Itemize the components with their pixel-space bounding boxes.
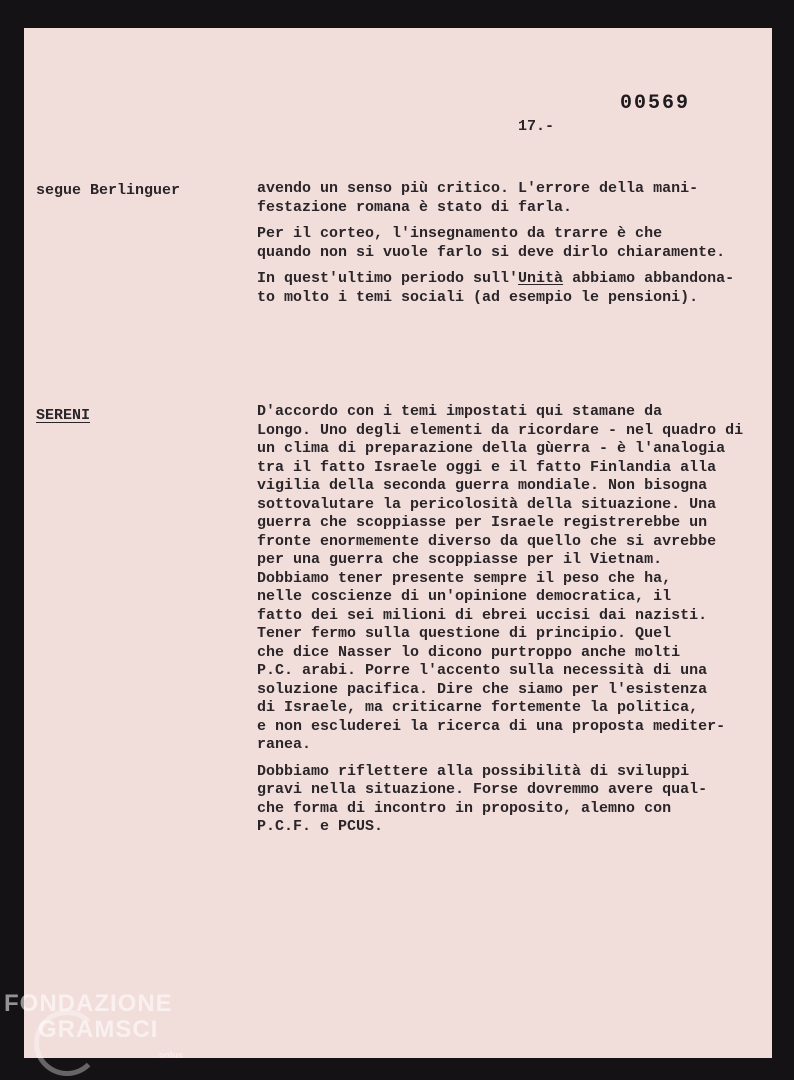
text-fragment: abbiamo abbandona- bbox=[563, 270, 735, 287]
text-line: guerra che scoppiasse per Israele registrerebbe un bbox=[257, 514, 708, 531]
text-line: di Israele, ma criticarne fortemente la politica, bbox=[257, 699, 699, 716]
text-line: quando non si vuole farlo si deve dirlo chiaramente. bbox=[257, 243, 726, 261]
text-line: P.C. arabi. Porre l'accento sulla necessità di una bbox=[257, 662, 708, 679]
paragraph bbox=[257, 270, 767, 307]
paragraph bbox=[257, 180, 767, 217]
text-line: Dobbiamo tener presente sempre il peso che ha, bbox=[257, 569, 672, 587]
document-number: 00569 bbox=[620, 92, 691, 115]
watermark-line-2: GRAMSCI bbox=[38, 1016, 159, 1043]
text-line: P.C.F. e PCUS. bbox=[257, 818, 384, 835]
text-line: e non escluderei la ricerca di una proposta mediter- bbox=[257, 717, 726, 735]
underlined-newspaper-title: Unità bbox=[518, 270, 564, 287]
text-line: tra il fatto Israele oggi e il fatto Finlandia alla bbox=[257, 458, 717, 476]
paragraph bbox=[257, 763, 767, 837]
text-line: fronte enormemente diverso da quello che si avrebbe bbox=[257, 532, 717, 550]
text-line: vigilia della seconda guerra mondiale. Non bisogna bbox=[257, 477, 708, 494]
text-line: fatto dei sei milioni di ebrei uccisi dai nazisti. bbox=[257, 606, 708, 624]
text-line: avendo un senso più critico. L'errore della mani- bbox=[257, 180, 699, 197]
sereni-text-block bbox=[257, 403, 767, 845]
text-line: Longo. Uno degli elementi da ricordare - nel quadro di bbox=[257, 421, 744, 439]
paragraph bbox=[257, 403, 767, 755]
text-line: per una guerra che scoppiasse per il Vietnam. bbox=[257, 551, 663, 568]
watermark-onlus: onlus bbox=[159, 1050, 183, 1060]
text-line: che forma di incontro in proposito, alemno con bbox=[257, 799, 672, 817]
text-fragment: In quest'ultimo periodo sull' bbox=[257, 270, 519, 287]
berlinguer-text-block bbox=[257, 180, 767, 315]
text-line: gravi nella situazione. Forse dovremmo avere qual- bbox=[257, 781, 708, 798]
text-line: Dobbiamo riflettere alla possibilità di sviluppi bbox=[257, 762, 690, 780]
text-line: ranea. bbox=[257, 736, 312, 753]
document-page bbox=[24, 28, 772, 1058]
text-line: nelle coscienze di un'opinione democratica, il bbox=[257, 588, 672, 605]
speaker-label-sereni: SERENI bbox=[36, 407, 91, 424]
paragraph bbox=[257, 225, 767, 262]
watermark-ring-logo bbox=[34, 1010, 100, 1076]
text-line: un clima di preparazione della gùerra - è l'analogia bbox=[257, 440, 726, 457]
text-line: Per il corteo, l'insegnamento da trarre è che bbox=[257, 225, 663, 242]
text-line: festazione romana è stato di farla. bbox=[257, 198, 573, 216]
text-line: sottovalutare la pericolosità della situazione. Una bbox=[257, 495, 717, 513]
watermark-line-1: FONDAZIONE bbox=[4, 990, 173, 1017]
text-line: soluzione pacifica. Dire che siamo per l'esistenza bbox=[257, 680, 708, 698]
text-line: che dice Nasser lo dicono purtroppo anche molti bbox=[257, 643, 681, 661]
text-line bbox=[257, 270, 767, 289]
text-line: D'accordo con i temi impostati qui stamane da bbox=[257, 403, 663, 420]
text-line: to molto i temi sociali (ad esempio le pensioni). bbox=[257, 288, 699, 306]
speaker-label-berlinguer: segue Berlinguer bbox=[36, 182, 181, 199]
text-line: Tener fermo sulla questione di principio. Quel bbox=[257, 625, 672, 642]
fondazione-gramsci-watermark bbox=[4, 990, 183, 1060]
page-number: 17.- bbox=[518, 118, 555, 135]
